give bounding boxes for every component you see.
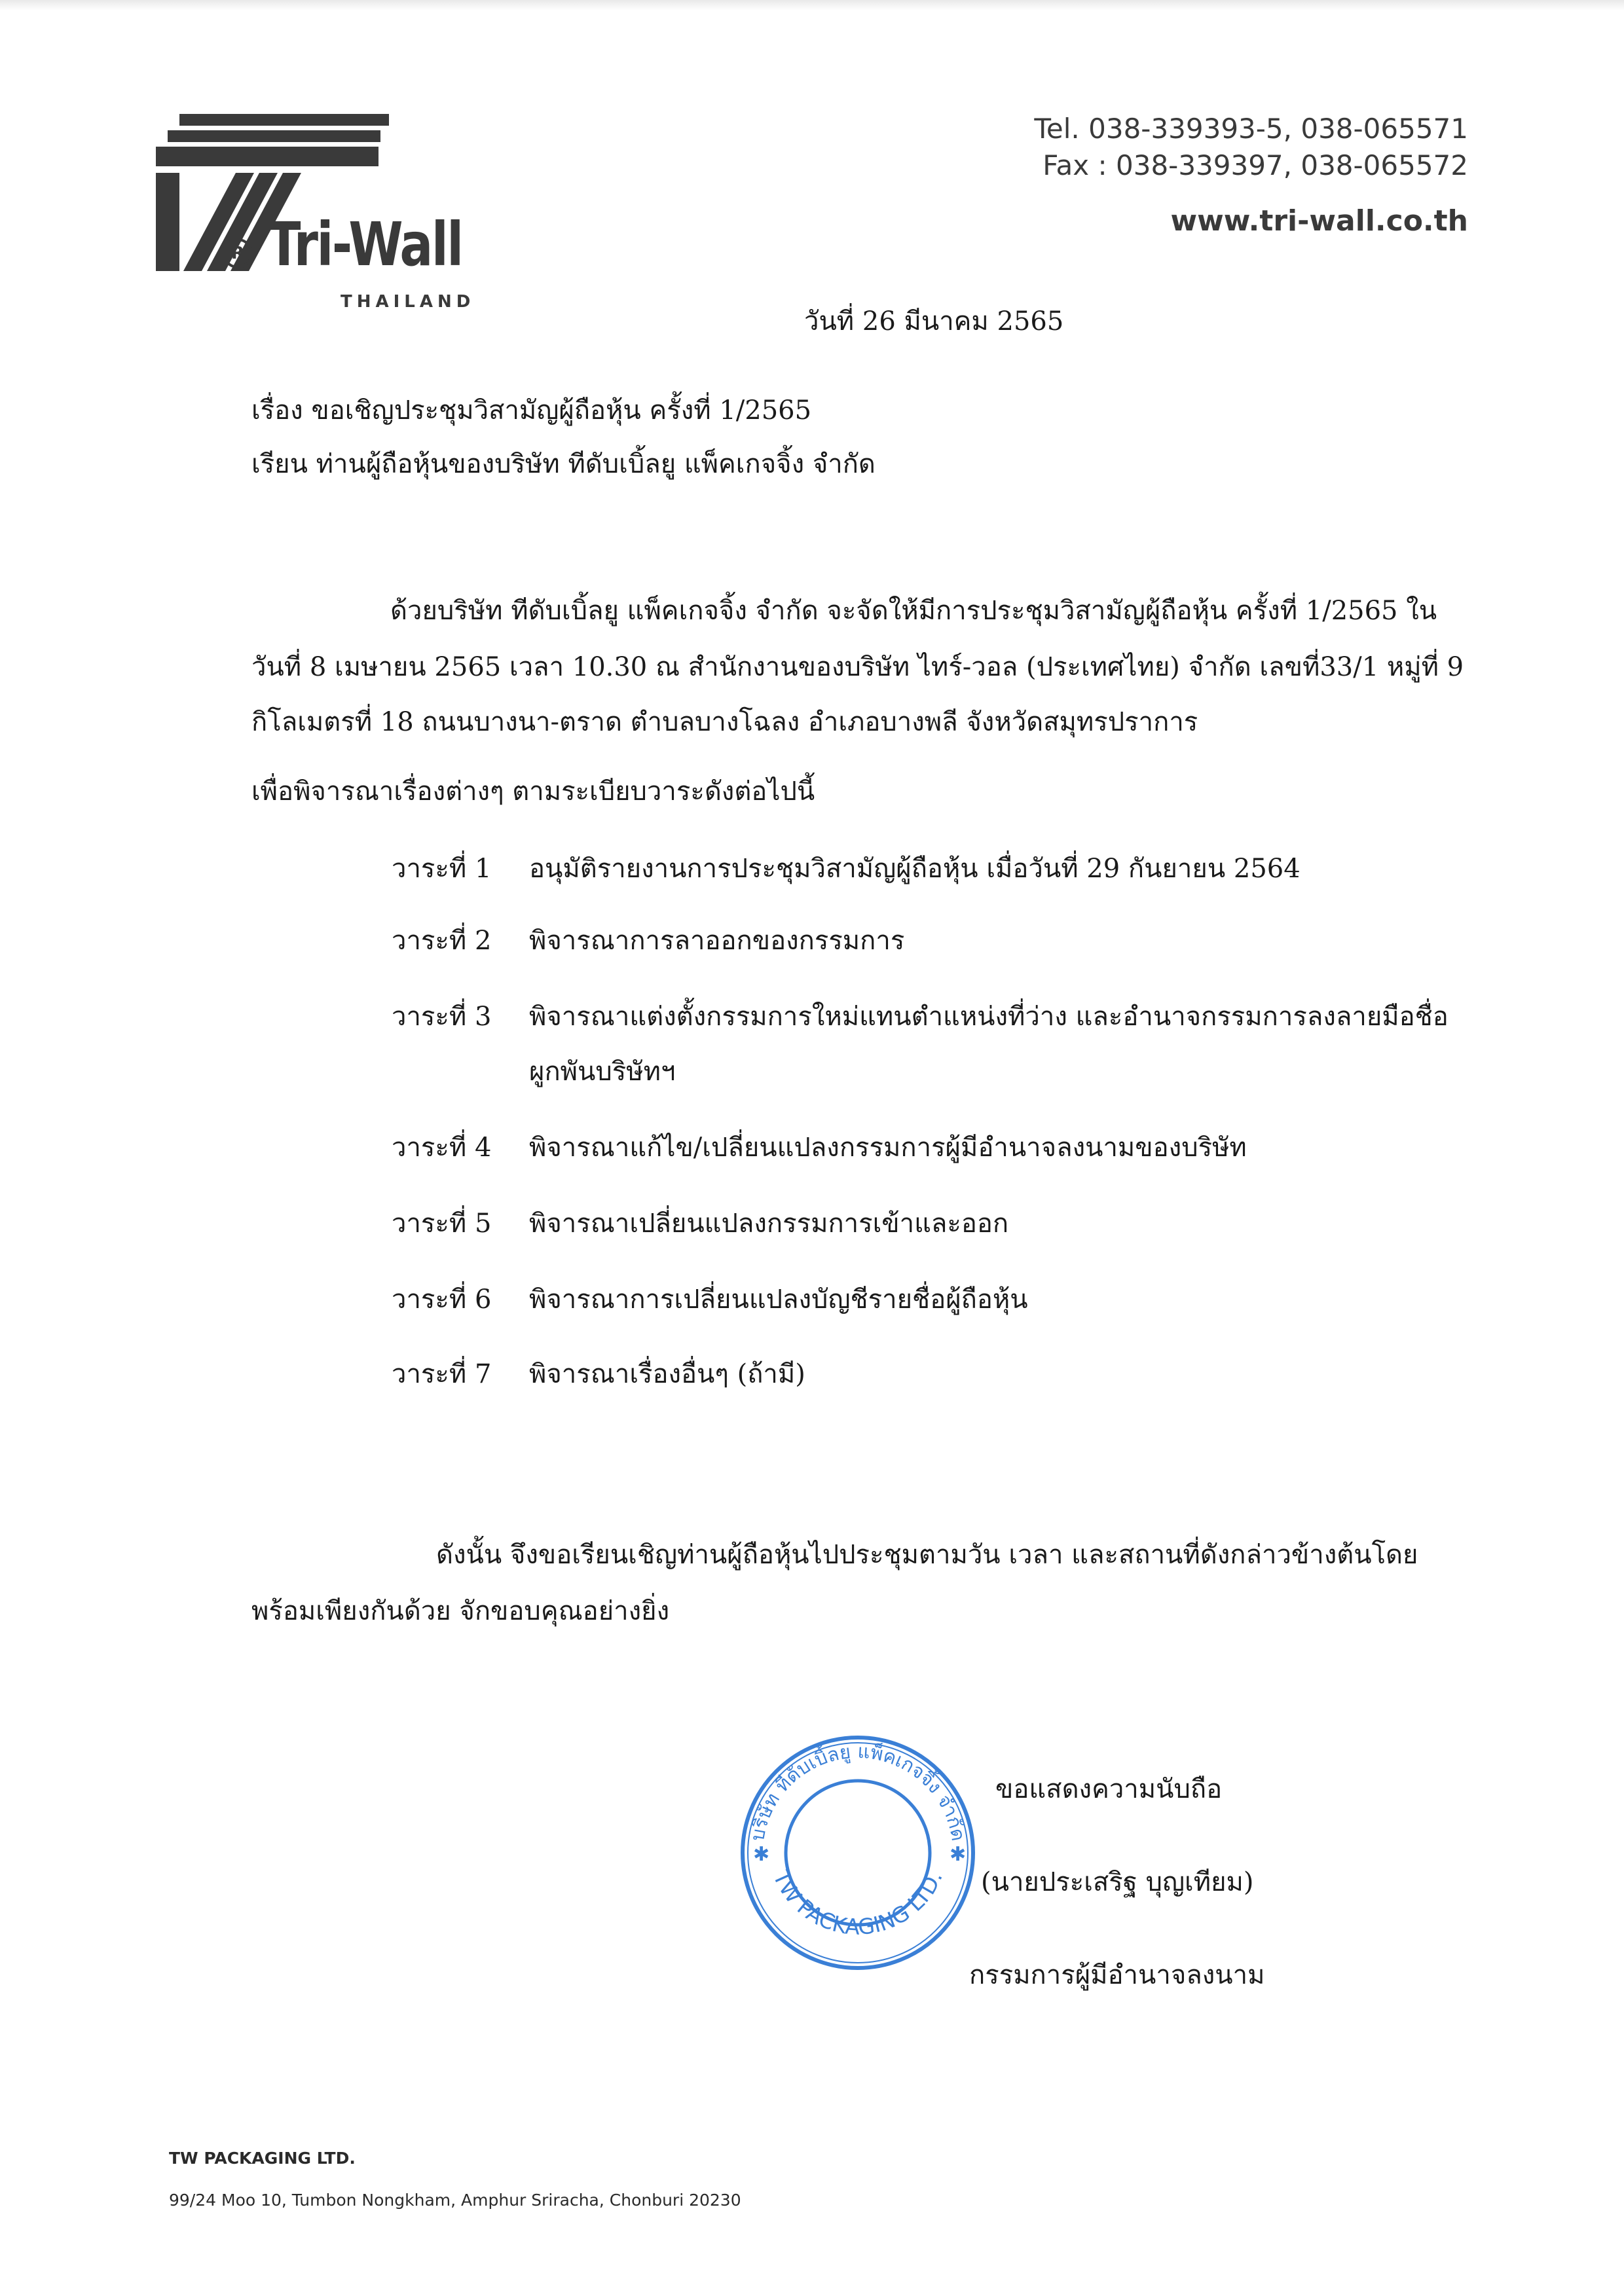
agenda-number: วาระที่ 4 <box>392 1133 492 1163</box>
svg-text:✱: ✱ <box>950 1843 967 1866</box>
agenda-item: พิจารณาแต่งตั้งกรรมการใหม่แทนตำแหน่งที่ว่าง และอำนาจกรรมการลงลายมือชื่อ <box>529 1002 1449 1032</box>
body-line: กิโลเมตรที่ 18 ถนนบางนา-ตราด ตำบลบางโฉลง อำเภอบางพลี จังหวัดสมุทรปราการ <box>251 707 1198 737</box>
agenda-number: วาระที่ 3 <box>392 1002 492 1032</box>
fax: Fax : 038-339397, 038-065572 <box>1043 149 1468 181</box>
svg-text:✱: ✱ <box>753 1843 770 1866</box>
body-line: เพื่อพิจารณาเรื่องต่างๆ ตามระเบียบวาระดังต่อไปนี้ <box>251 776 815 807</box>
letter-recipient: เรียน ท่านผู้ถือหุ้นของบริษัท ทีดับเบิ้ลยู แพ็คเกจจิ้ง จำกัด <box>251 449 876 479</box>
agenda-number: วาระที่ 6 <box>392 1285 492 1315</box>
telephone: Tel. 038-339393-5, 038-065571 <box>1034 113 1468 145</box>
svg-text:TW PACKAGING LTD. <box>768 1867 948 1940</box>
footer-address: 99/24 Moo 10, Tumbon Nongkham, Amphur Sriracha, Chonburi 20230 <box>169 2191 741 2210</box>
closing-line: ดังนั้น จึงขอเรียนเชิญท่านผู้ถือหุ้นไปประชุมตามวัน เวลา และสถานที่ดังกล่าวข้างต้นโดย <box>436 1540 1418 1570</box>
regards: ขอแสดงความนับถือ <box>995 1774 1223 1804</box>
agenda-number: วาระที่ 7 <box>392 1359 492 1389</box>
brand-name: Tri-Wall <box>267 210 462 280</box>
stamp-bottom-text: TW PACKAGING LTD. <box>767 1867 948 1940</box>
agenda-number: วาระที่ 2 <box>392 926 492 956</box>
website-link[interactable]: www.tri-wall.co.th <box>1170 204 1468 238</box>
agenda-item: พิจารณาการลาออกของกรรมการ <box>529 926 905 956</box>
signer-title: กรรมการผู้มีอำนาจลงนาม <box>969 1960 1265 1990</box>
stamp-top-text: บริษัท ทีดับเบิ้ลยู แพ็คเกจจิ้ง จำกัด <box>746 1740 970 1843</box>
registered-mark-icon: R <box>223 238 253 268</box>
agenda-item-continued: ผูกพันบริษัทฯ <box>529 1057 676 1087</box>
signer-name: (นายประเสริฐ บุญเทียม) <box>981 1867 1254 1897</box>
closing-line: พร้อมเพียงกันด้วย จักขอบคุณอย่างยิ่ง <box>251 1596 670 1626</box>
brand-country: THAILAND <box>341 292 475 312</box>
agenda-item: อนุมัติรายงานการประชุมวิสามัญผู้ถือหุ้น เมื่อวันที่ 29 กันยายน 2564 <box>529 854 1301 884</box>
agenda-number: วาระที่ 5 <box>392 1209 492 1239</box>
agenda-item: พิจารณาเรื่องอื่นๆ (ถ้ามี) <box>529 1359 805 1389</box>
body-line: วันที่ 8 เมษายน 2565 เวลา 10.30 ณ สำนักงานของบริษัท ไทร์-วอล (ประเทศไทย) จำกัด เลขที่33/1 หมู่ที่ 9 <box>251 652 1464 682</box>
agenda-item: พิจารณาแก้ไข/เปลี่ยนแปลงกรรมการผู้มีอำนาจลงนามของบริษัท <box>529 1133 1247 1163</box>
agenda-item: พิจารณาการเปลี่ยนแปลงบัญชีรายชื่อผู้ถือหุ้น <box>529 1285 1028 1315</box>
scan-shadow <box>0 0 1624 10</box>
agenda-item: พิจารณาเปลี่ยนแปลงกรรมการเข้าและออก <box>529 1209 1009 1239</box>
letter-subject: เรื่อง ขอเชิญประชุมวิสามัญผู้ถือหุ้น ครั้งที่ 1/2565 <box>251 395 812 426</box>
agenda-number: วาระที่ 1 <box>392 854 492 884</box>
company-stamp-icon <box>733 1728 982 1977</box>
letter-date: วันที่ 26 มีนาคม 2565 <box>804 306 1064 337</box>
footer-company: TW PACKAGING LTD. <box>169 2149 356 2168</box>
body-line: ด้วยบริษัท ทีดับเบิ้ลยู แพ็คเกจจิ้ง จำกัด จะจัดให้มีการประชุมวิสามัญผู้ถือหุ้น ครั้งที่ 1/2565 ใน <box>390 596 1437 626</box>
svg-text:บริษัท ทีดับเบิ้ลยู แพ็คเกจจิ้ <box>746 1740 970 1843</box>
